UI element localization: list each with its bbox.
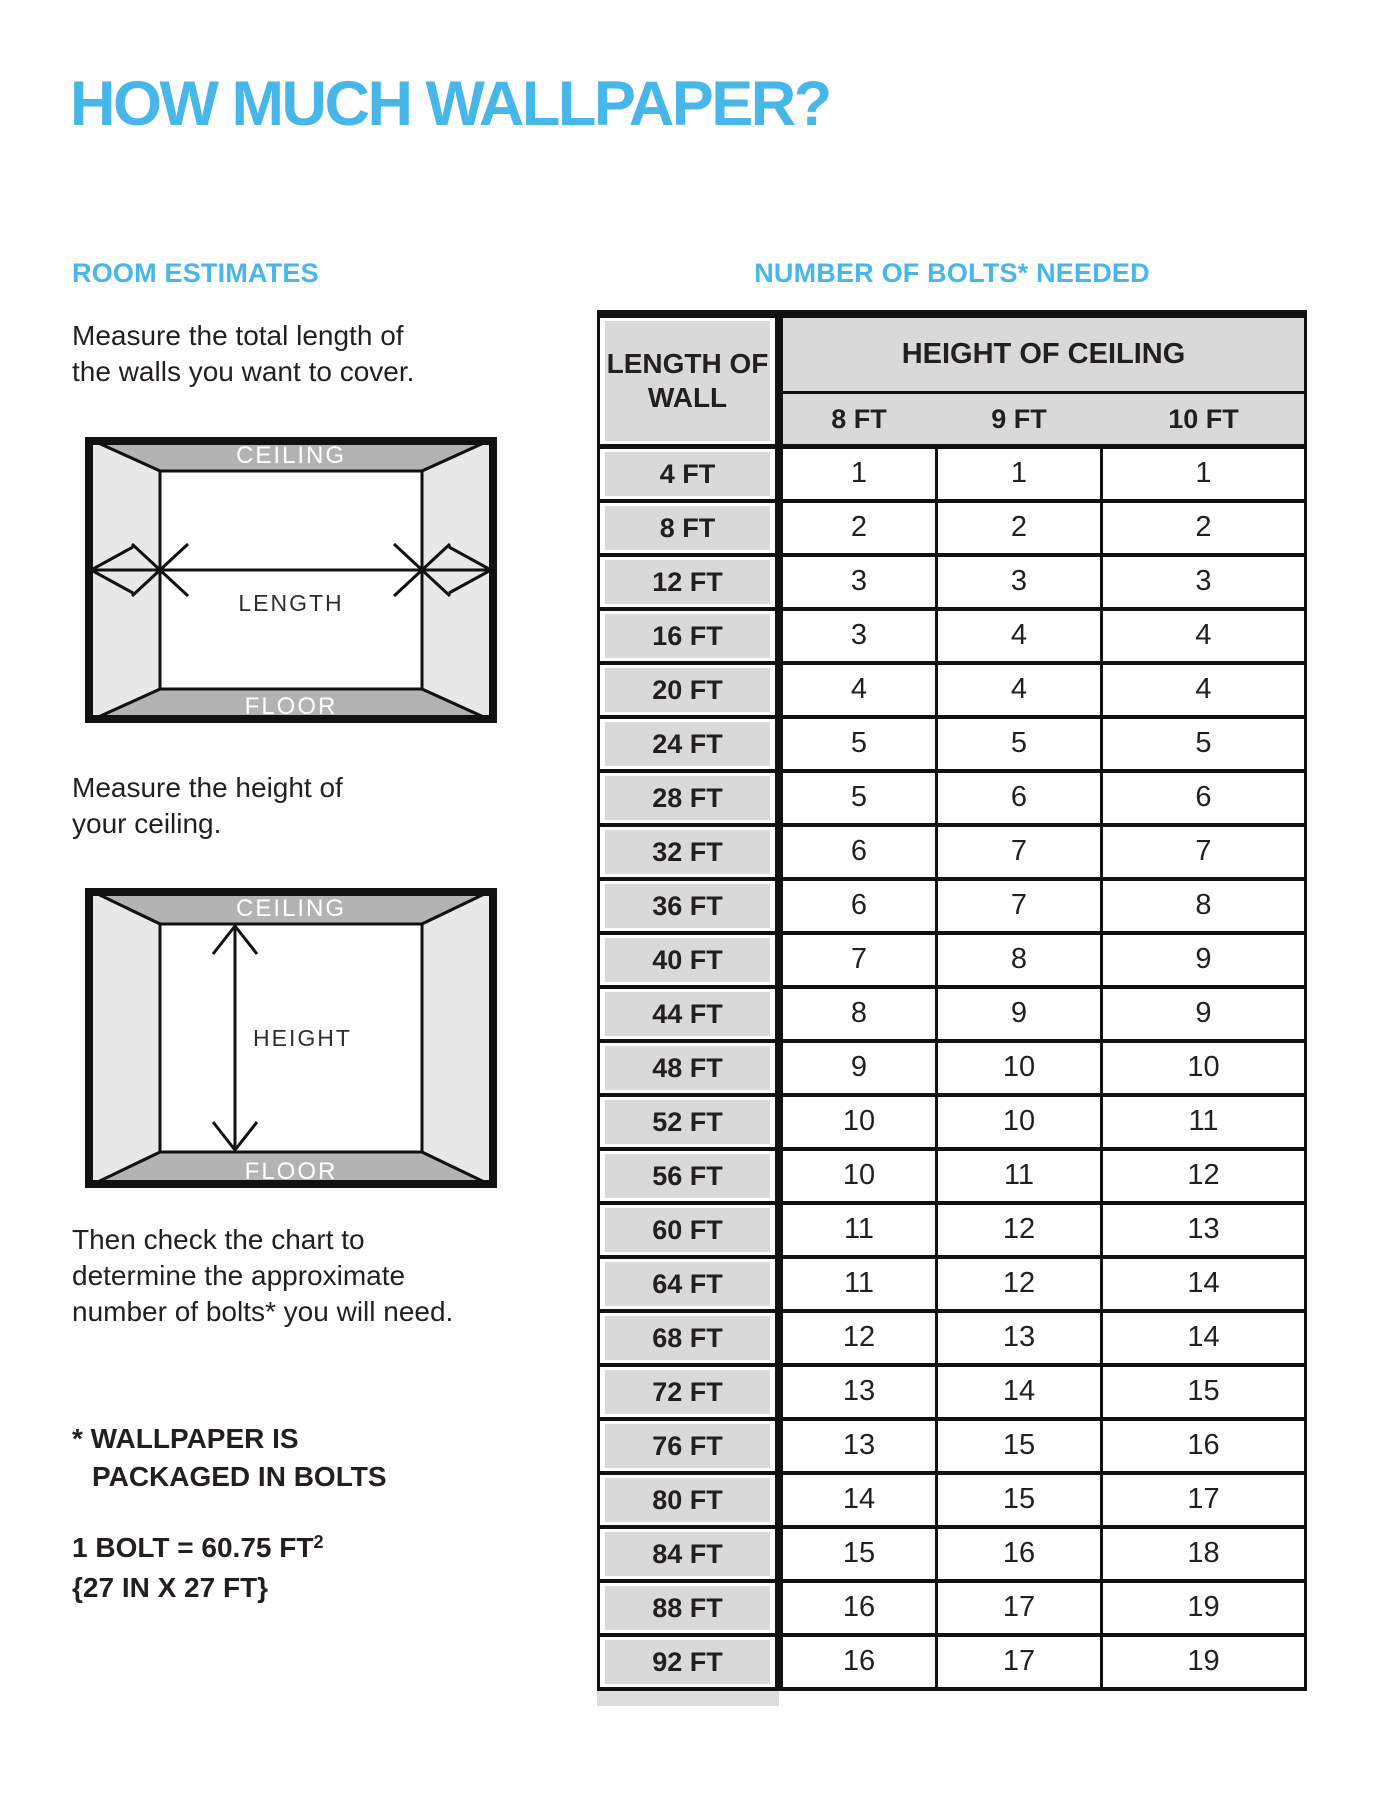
cell-10ft: 19 (1103, 1583, 1304, 1633)
row-label-cell (600, 719, 775, 769)
table-row (600, 1043, 1304, 1097)
row-label-cell (600, 935, 775, 985)
column-divider (775, 935, 783, 985)
height-room-diagram (85, 888, 497, 1188)
column-divider (775, 611, 783, 661)
row-label-cell (600, 1313, 775, 1363)
table-row (600, 1151, 1304, 1205)
row-label-cell (600, 611, 775, 661)
height-of-ceiling-header: HEIGHT OF CEILING (783, 318, 1304, 394)
table-row (600, 1637, 1304, 1691)
column-divider (775, 1637, 783, 1687)
right-wall-panel (422, 888, 497, 1188)
column-divider (775, 1313, 783, 1363)
row-label-cell (600, 1259, 775, 1309)
cell-8ft: 1 (783, 449, 935, 499)
ceiling-label: CEILING (235, 442, 347, 469)
row-label: 92 FT (605, 1640, 770, 1684)
row-label-cell (600, 449, 775, 499)
floor-label: FLOOR (244, 693, 338, 720)
cell-8ft: 10 (783, 1151, 935, 1201)
cell-9ft: 12 (935, 1259, 1103, 1309)
row-label-cell (600, 1151, 775, 1201)
table-body (600, 449, 1304, 1691)
footnote-line1: * WALLPAPER IS (72, 1423, 299, 1454)
cell-8ft: 5 (783, 773, 935, 823)
step2-text (72, 770, 343, 842)
row-label-cell (600, 773, 775, 823)
row-label: 52 FT (605, 1100, 770, 1144)
column-divider (775, 827, 783, 877)
row-label-cell (600, 881, 775, 931)
ceiling-label: CEILING (235, 895, 347, 922)
cell-8ft: 10 (783, 1097, 935, 1147)
cell-9ft: 7 (935, 827, 1103, 877)
table-row (600, 1421, 1304, 1475)
cell-8ft: 2 (783, 503, 935, 553)
row-label: 24 FT (605, 722, 770, 766)
column-divider (775, 449, 783, 499)
column-divider (775, 1583, 783, 1633)
cell-10ft: 9 (1103, 989, 1304, 1039)
footnote-line2: PACKAGED IN BOLTS (92, 1461, 387, 1492)
col-header-8ft: 8 FT (831, 404, 887, 434)
cell-9ft: 5 (935, 719, 1103, 769)
cell-8ft: 11 (783, 1259, 935, 1309)
column-divider (775, 989, 783, 1039)
cell-10ft: 5 (1103, 719, 1304, 769)
height-label: HEIGHT (253, 1025, 352, 1051)
table-row (600, 1529, 1304, 1583)
row-label: 32 FT (605, 830, 770, 874)
squared-superscript: 2 (313, 1532, 324, 1552)
room-estimates-heading: ROOM ESTIMATES (72, 258, 319, 288)
cell-9ft: 14 (935, 1367, 1103, 1417)
cell-10ft: 19 (1103, 1637, 1304, 1687)
ceiling-height-ticks (783, 394, 1304, 444)
table-row (600, 1097, 1304, 1151)
column-divider (775, 1205, 783, 1255)
cell-9ft: 2 (935, 503, 1103, 553)
column-divider (775, 1529, 783, 1579)
cell-8ft: 15 (783, 1529, 935, 1579)
step3-text (72, 1222, 453, 1330)
length-label: LENGTH (238, 590, 344, 616)
table-top-bar (600, 310, 1304, 318)
column-divider (775, 1367, 783, 1417)
cell-8ft: 5 (783, 719, 935, 769)
step3-line2: determine the approximate (72, 1260, 406, 1291)
row-label-cell (600, 989, 775, 1039)
cell-8ft: 11 (783, 1205, 935, 1255)
cell-8ft: 4 (783, 665, 935, 715)
column-divider (775, 773, 783, 823)
bolt-dimensions: {27 IN X 27 FT} (72, 1572, 269, 1603)
row-label: 36 FT (605, 884, 770, 928)
cell-10ft: 2 (1103, 503, 1304, 553)
cell-8ft: 3 (783, 557, 935, 607)
page-title: HOW MUCH WALLPAPER? (70, 69, 830, 139)
bolt-info (72, 1522, 323, 1608)
cell-10ft: 16 (1103, 1421, 1304, 1471)
cell-8ft: 13 (783, 1421, 935, 1471)
cell-9ft: 9 (935, 989, 1103, 1039)
row-label: 8 FT (605, 506, 770, 550)
cell-9ft: 6 (935, 773, 1103, 823)
table-row (600, 719, 1304, 773)
row-label: 60 FT (605, 1208, 770, 1252)
table-row (600, 773, 1304, 827)
cell-9ft: 17 (935, 1637, 1103, 1687)
bolt-equation: 1 BOLT = 60.75 $FT^2$ (72, 1532, 324, 1563)
row-label: 40 FT (605, 938, 770, 982)
cell-9ft: 11 (935, 1151, 1103, 1201)
cell-9ft: 10 (935, 1097, 1103, 1147)
cell-9ft: 4 (935, 611, 1103, 661)
table-row (600, 1313, 1304, 1367)
cell-10ft: 11 (1103, 1097, 1304, 1147)
row-label: 12 FT (605, 560, 770, 604)
row-label: 44 FT (605, 992, 770, 1036)
row-label-cell (600, 1529, 775, 1579)
row-label-cell (600, 827, 775, 877)
column-divider (775, 318, 783, 444)
col-header-9ft: 9 FT (991, 404, 1047, 434)
row-label-cell (600, 1637, 775, 1687)
step1-line1: Measure the total length of (72, 320, 404, 351)
cell-10ft: 12 (1103, 1151, 1304, 1201)
cell-9ft: 12 (935, 1205, 1103, 1255)
cell-10ft: 15 (1103, 1367, 1304, 1417)
cell-10ft: 14 (1103, 1313, 1304, 1363)
table-row (600, 1475, 1304, 1529)
row-label-cell (600, 1205, 775, 1255)
column-divider (775, 503, 783, 553)
cell-9ft: 15 (935, 1421, 1103, 1471)
step2-line1: Measure the height of (72, 772, 343, 803)
row-label: 28 FT (605, 776, 770, 820)
cell-10ft: 4 (1103, 611, 1304, 661)
table-row (600, 989, 1304, 1043)
column-divider (775, 1421, 783, 1471)
column-divider (775, 1475, 783, 1525)
cell-10ft: 13 (1103, 1205, 1304, 1255)
bolts-table (597, 310, 1307, 1691)
row-label-cell (600, 1421, 775, 1471)
table-row (600, 827, 1304, 881)
cell-8ft: 12 (783, 1313, 935, 1363)
table-row (600, 1583, 1304, 1637)
row-label: 84 FT (605, 1532, 770, 1576)
cell-9ft: 13 (935, 1313, 1103, 1363)
cell-9ft: 4 (935, 665, 1103, 715)
cell-8ft: 7 (783, 935, 935, 985)
row-label: 76 FT (605, 1424, 770, 1468)
row-label-cell (600, 1043, 775, 1093)
table-row (600, 503, 1304, 557)
table-header (600, 318, 1304, 449)
step1-text (72, 318, 414, 390)
bolts-needed-heading: NUMBER OF BOLTS* NEEDED (754, 258, 1150, 288)
step3-line3: number of bolts* you will need. (72, 1296, 454, 1327)
table-row (600, 1205, 1304, 1259)
table-row (600, 935, 1304, 989)
step1-line2: the walls you want to cover. (72, 356, 415, 387)
column-divider (775, 1151, 783, 1201)
ceiling-header-group (783, 318, 1304, 444)
column-divider (775, 1097, 783, 1147)
cell-8ft: 8 (783, 989, 935, 1039)
table-foot-strip (597, 1691, 779, 1706)
cell-8ft: 14 (783, 1475, 935, 1525)
row-label-cell (600, 1367, 775, 1417)
cell-8ft: 6 (783, 881, 935, 931)
back-wall-panel (160, 471, 422, 689)
row-label-cell (600, 557, 775, 607)
column-divider (775, 557, 783, 607)
cell-10ft: 10 (1103, 1043, 1304, 1093)
cell-8ft: 6 (783, 827, 935, 877)
column-divider (775, 1259, 783, 1309)
row-label: 80 FT (605, 1478, 770, 1522)
row-label: 20 FT (605, 668, 770, 712)
left-wall-panel (85, 888, 160, 1188)
cell-9ft: 10 (935, 1043, 1103, 1093)
cell-8ft: 3 (783, 611, 935, 661)
col-header-10ft: 10 FT (1168, 404, 1239, 434)
row-label: 48 FT (605, 1046, 770, 1090)
cell-9ft: 7 (935, 881, 1103, 931)
column-divider (775, 1043, 783, 1093)
row-label: 56 FT (605, 1154, 770, 1198)
cell-9ft: 17 (935, 1583, 1103, 1633)
length-of-wall-header-cell (600, 318, 775, 444)
cell-10ft: 3 (1103, 557, 1304, 607)
cell-8ft: 9 (783, 1043, 935, 1093)
row-label: 16 FT (605, 614, 770, 658)
cell-9ft: 15 (935, 1475, 1103, 1525)
row-label-cell (600, 1475, 775, 1525)
cell-10ft: 4 (1103, 665, 1304, 715)
cell-9ft: 8 (935, 935, 1103, 985)
cell-10ft: 14 (1103, 1259, 1304, 1309)
column-divider (775, 665, 783, 715)
row-label-cell (600, 665, 775, 715)
row-label: 68 FT (605, 1316, 770, 1360)
length-room-diagram (85, 437, 497, 723)
table-row (600, 881, 1304, 935)
cell-10ft: 7 (1103, 827, 1304, 877)
cell-10ft: 18 (1103, 1529, 1304, 1579)
row-label: 88 FT (605, 1586, 770, 1630)
cell-8ft: 16 (783, 1583, 935, 1633)
row-label: 4 FT (605, 452, 770, 496)
length-of-wall-header: LENGTH OF WALL (605, 321, 770, 441)
cell-9ft: 16 (935, 1529, 1103, 1579)
cell-8ft: 16 (783, 1637, 935, 1687)
table-row (600, 557, 1304, 611)
cell-10ft: 9 (1103, 935, 1304, 985)
row-label-cell (600, 503, 775, 553)
floor-label: FLOOR (244, 1158, 338, 1185)
row-label: 72 FT (605, 1370, 770, 1414)
row-label: 64 FT (605, 1262, 770, 1306)
cell-10ft: 8 (1103, 881, 1304, 931)
row-label-cell (600, 1583, 775, 1633)
table-row (600, 611, 1304, 665)
cell-10ft: 17 (1103, 1475, 1304, 1525)
cell-9ft: 3 (935, 557, 1103, 607)
cell-10ft: 1 (1103, 449, 1304, 499)
row-label-cell (600, 1097, 775, 1147)
cell-8ft: 13 (783, 1367, 935, 1417)
wallpaper-footnote (72, 1420, 387, 1496)
table-row (600, 449, 1304, 503)
table-row (600, 665, 1304, 719)
step3-line1: Then check the chart to (72, 1224, 365, 1255)
column-divider (775, 719, 783, 769)
column-divider (775, 881, 783, 931)
cell-10ft: 6 (1103, 773, 1304, 823)
table-row (600, 1367, 1304, 1421)
cell-9ft: 1 (935, 449, 1103, 499)
table-row (600, 1259, 1304, 1313)
step2-line2: your ceiling. (72, 808, 222, 839)
